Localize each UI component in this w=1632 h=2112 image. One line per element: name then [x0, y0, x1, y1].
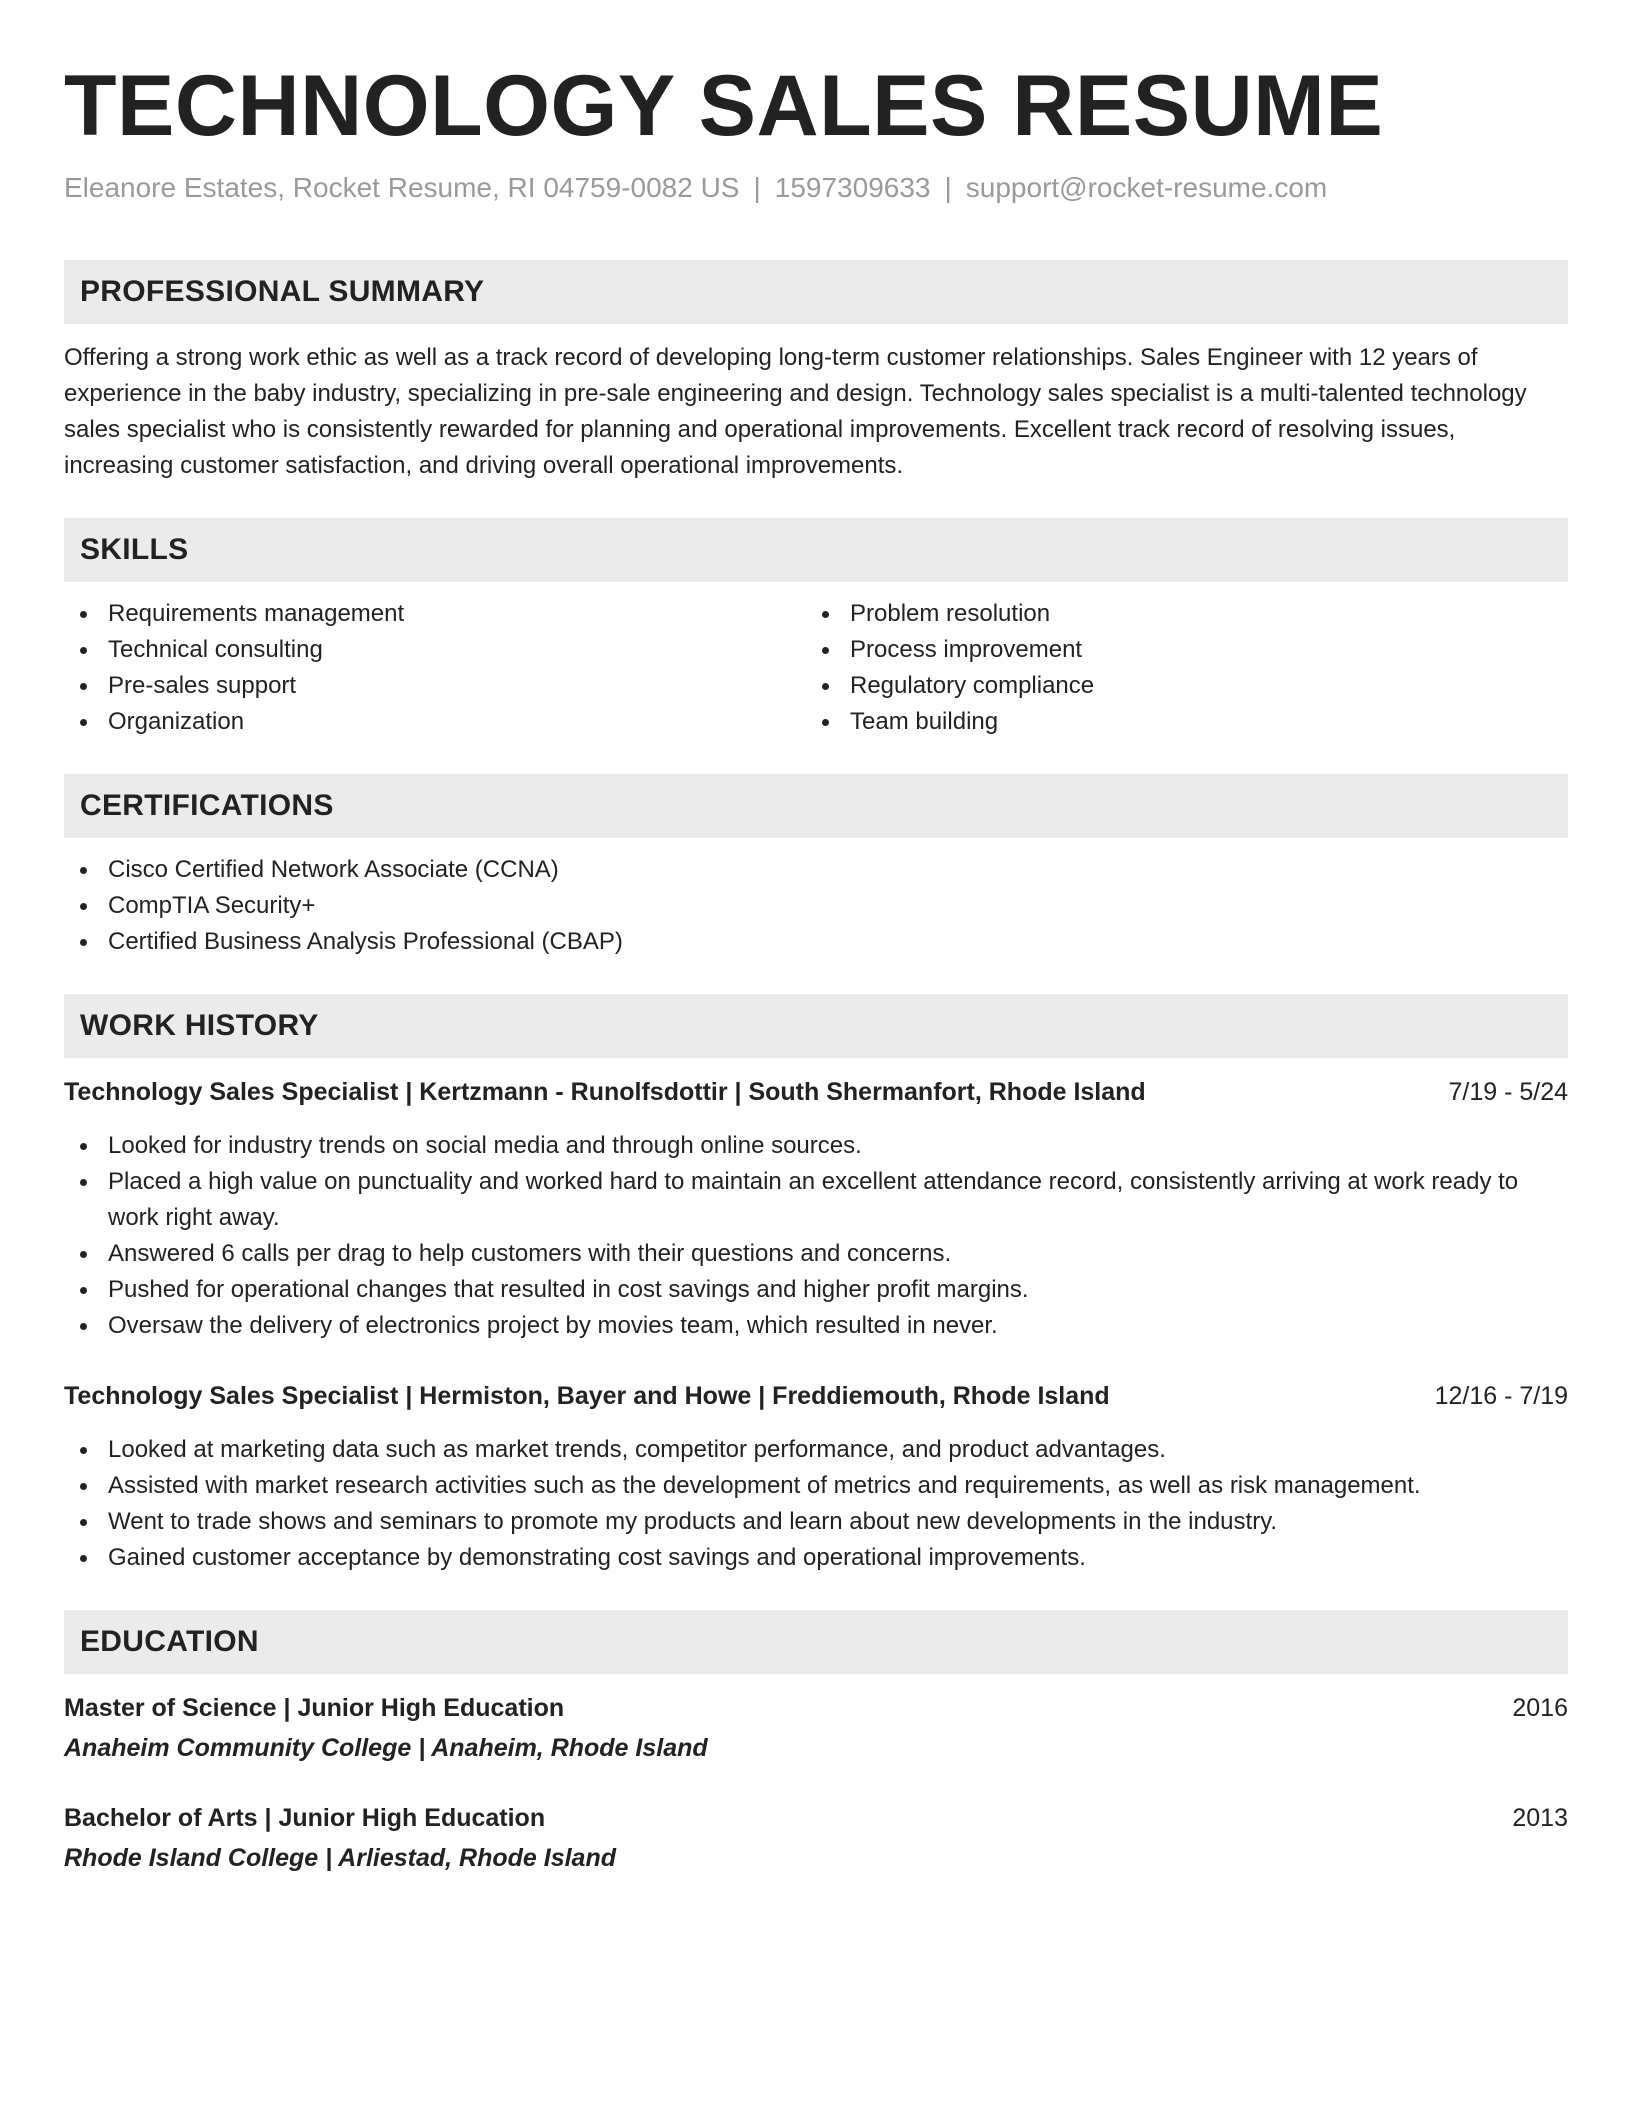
job-title: Technology Sales Specialist | Kertzmann - Runolfsdottir | South Shermanfort, Rhode Island — [64, 1078, 1146, 1106]
education-header — [64, 1690, 1568, 1726]
education-year: 2016 — [1512, 1694, 1568, 1722]
skills-list — [64, 596, 1568, 740]
skill-item: Regulatory compliance — [806, 668, 1548, 704]
skill-item: Requirements management — [64, 596, 806, 632]
education-entry — [64, 1690, 1568, 1766]
certification-item: Certified Business Analysis Professional (CBAP) — [64, 924, 1568, 960]
skill-item: Process improvement — [806, 632, 1548, 668]
contact-separator: | — [753, 172, 761, 203]
education-school: Rhode Island College | Arliestad, Rhode Island — [64, 1844, 616, 1872]
job-header — [64, 1074, 1568, 1110]
job-bullet: Looked for industry trends on social media and through online sources. — [64, 1128, 1568, 1164]
education-degree: Bachelor of Arts | Junior High Education — [64, 1804, 546, 1832]
education-school: Anaheim Community College | Anaheim, Rhode Island — [64, 1734, 708, 1762]
skills-column-right — [806, 596, 1548, 740]
job-bullets — [64, 1432, 1568, 1576]
contact-address: Eleanore Estates, Rocket Resume, RI 04759-0082 US — [64, 172, 740, 203]
job-header — [64, 1378, 1568, 1414]
job-bullet: Answered 6 calls per drag to help customers with their questions and concerns. — [64, 1236, 1568, 1272]
summary-text: Offering a strong work ethic as well as a track record of developing long-term customer relationships. Sales Engineer with 12 years of experience in the baby industry, specializing in pre-sale engineering and design. Technology sales specialist is a multi-talented technology sales specialist who is consistently rewarded for planning and operational improvements. Excellent track record of resolving issues, increasing customer satisfaction, and driving overall operational improvements. — [64, 344, 1527, 479]
job-bullet: Looked at marketing data such as market trends, competitor performance, and product advantages. — [64, 1432, 1568, 1468]
summary-heading: PROFESSIONAL SUMMARY — [64, 260, 1568, 324]
job-bullet: Assisted with market research activities such as the development of metrics and requirements, as well as risk management. — [64, 1468, 1568, 1504]
contact-phone: 1597309633 — [774, 172, 931, 203]
contact-separator: | — [944, 172, 952, 203]
education-heading: EDUCATION — [64, 1610, 1568, 1674]
job-bullet: Pushed for operational changes that resulted in cost savings and higher profit margins. — [64, 1272, 1568, 1308]
job-bullets — [64, 1128, 1568, 1344]
job-bullet: Placed a high value on punctuality and worked hard to maintain an excellent attendance record, consistently arriving at work ready to work right away. — [64, 1164, 1568, 1236]
job-dates: 12/16 - 7/19 — [1434, 1382, 1568, 1410]
job-dates: 7/19 - 5/24 — [1448, 1078, 1568, 1106]
job-bullet: Oversaw the delivery of electronics project by movies team, which resulted in never. — [64, 1308, 1568, 1344]
skills-heading: SKILLS — [64, 518, 1568, 582]
job-bullet: Went to trade shows and seminars to promote my products and learn about new developments in the industry. — [64, 1504, 1568, 1540]
job-bullet: Gained customer acceptance by demonstrating cost savings and operational improvements. — [64, 1540, 1568, 1576]
skill-item: Organization — [64, 704, 806, 740]
certification-item: Cisco Certified Network Associate (CCNA) — [64, 852, 1568, 888]
skill-item: Pre-sales support — [64, 668, 806, 704]
education-header — [64, 1800, 1568, 1836]
skills-column-left — [64, 596, 806, 740]
job-entry — [64, 1378, 1568, 1576]
contact-line — [64, 170, 1568, 206]
certifications-list — [64, 852, 1568, 960]
work-history-heading: WORK HISTORY — [64, 994, 1568, 1058]
skill-item: Team building — [806, 704, 1548, 740]
certifications-heading: CERTIFICATIONS — [64, 774, 1568, 838]
education-degree: Master of Science | Junior High Education — [64, 1694, 565, 1722]
certification-item: CompTIA Security+ — [64, 888, 1568, 924]
education-year: 2013 — [1512, 1804, 1568, 1832]
resume-title: TECHNOLOGY SALES RESUME — [64, 58, 1384, 154]
job-title: Technology Sales Specialist | Hermiston, Bayer and Howe | Freddiemouth, Rhode Island — [64, 1382, 1110, 1410]
contact-email: support@rocket-resume.com — [965, 172, 1328, 203]
skill-item: Technical consulting — [64, 632, 806, 668]
skill-item: Problem resolution — [806, 596, 1548, 632]
job-entry — [64, 1074, 1568, 1344]
education-entry — [64, 1800, 1568, 1876]
